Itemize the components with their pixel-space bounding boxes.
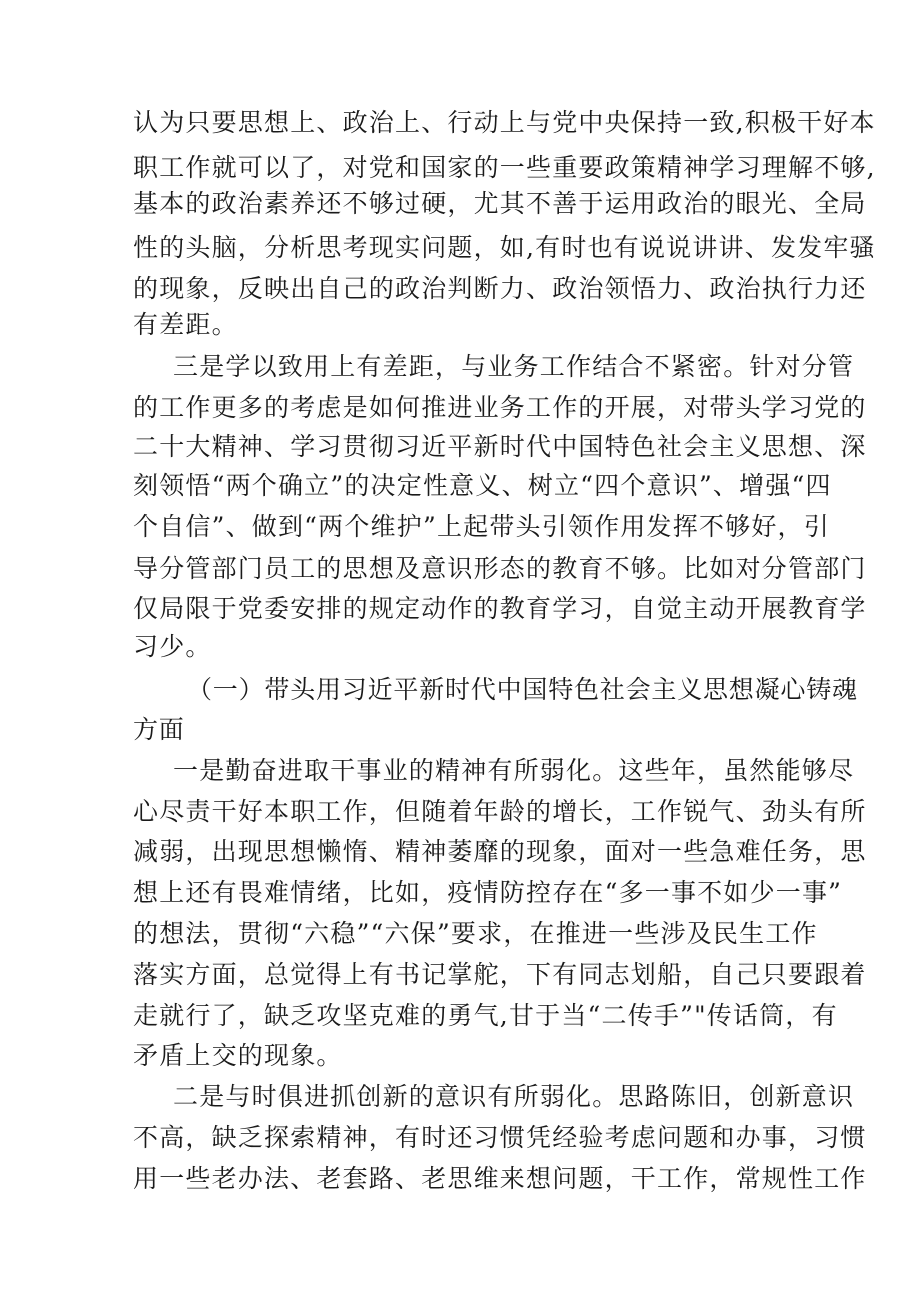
text-line-23: 二是与时俱进抓创新的意识有所弱化。思路陈旧，创新意识 <box>173 1082 855 1111</box>
text-line-6: 有差距。 <box>133 310 238 339</box>
text-line-12: 导分管部门员工的思想及意识形态的教育不够。比如对分管部门 <box>133 554 867 583</box>
text-line-2: 职工作就可以了，对党和国家的一些重要政策精神学习理解不够, <box>133 153 876 182</box>
text-line-22: 矛盾上交的现象。 <box>133 1041 343 1070</box>
text-line-25: 用一些老办法、老套路、老思维来想问题，干工作，常规性工作 <box>133 1164 867 1193</box>
text-line-16: 心尽责干好本职工作，但随着年龄的增长，工作锐气、劲头有所 <box>133 797 867 826</box>
text-line-18: 想上还有畏难情绪，比如，疫情防控存在“多一事不如少一事” <box>133 878 843 907</box>
text-line-7: 三是学以致用上有差距，与业务工作结合不紧密。针对分管 <box>173 352 855 381</box>
text-line-4: 性的头脑，分析思考现实问题，如,有时也有说说讲讲、发发牢骚 <box>133 233 876 262</box>
text-line-17: 减弱，出现思想懒惰、精神萎靡的现象，面对一些急难任务，思 <box>133 837 867 866</box>
text-line-5: 的现象，反映出自己的政治判断力、政治领悟力、政治执行力还 <box>133 274 867 303</box>
text-line-10: 刻领悟“两个确立”的决定性意义、树立“四个意识”、增强“四 <box>133 471 832 500</box>
text-line-1: 认为只要思想上、政治上、行动上与党中央保持一致,积极干好本 <box>133 108 876 137</box>
text-line-21: 走就行了，缺乏攻坚克难的勇气,甘于当“二传手”"传话筒，有 <box>133 1001 838 1030</box>
text-line-8: 的工作更多的考虑是如何推进业务工作的开展，对带头学习党的 <box>133 393 867 422</box>
text-line-13: 仅局限于党委安排的规定动作的教育学习，自觉主动开展教育学 <box>133 594 867 623</box>
section-heading-line-1: （一）带头用习近平新时代中国特色社会主义思想凝心铸魂 <box>187 675 858 704</box>
text-line-20: 落实方面，总觉得上有书记掌舵，下有同志划船，自己只要跟着 <box>133 960 867 989</box>
text-line-14: 习少。 <box>133 632 212 661</box>
text-line-24: 不高，缺乏探索精神，有时还习惯凭经验考虑问题和办事，习惯 <box>133 1123 867 1152</box>
section-heading-line-2: 方面 <box>133 715 185 744</box>
text-line-19: 的想法，贯彻“六稳”“六保”要求，在推进一些涉及民生工作 <box>133 919 818 948</box>
text-line-3: 基本的政治素养还不够过硬，尤其不善于运用政治的眼光、全局 <box>133 189 867 218</box>
text-line-9: 二十大精神、学习贯彻习近平新时代中国特色社会主义思想、深 <box>133 432 867 461</box>
text-line-11: 个自信”、做到“两个维护”上起带头引领作用发挥不够好，引 <box>133 512 830 541</box>
text-line-15: 一是勤奋进取干事业的精神有所弱化。这些年，虽然能够尽 <box>173 756 855 785</box>
